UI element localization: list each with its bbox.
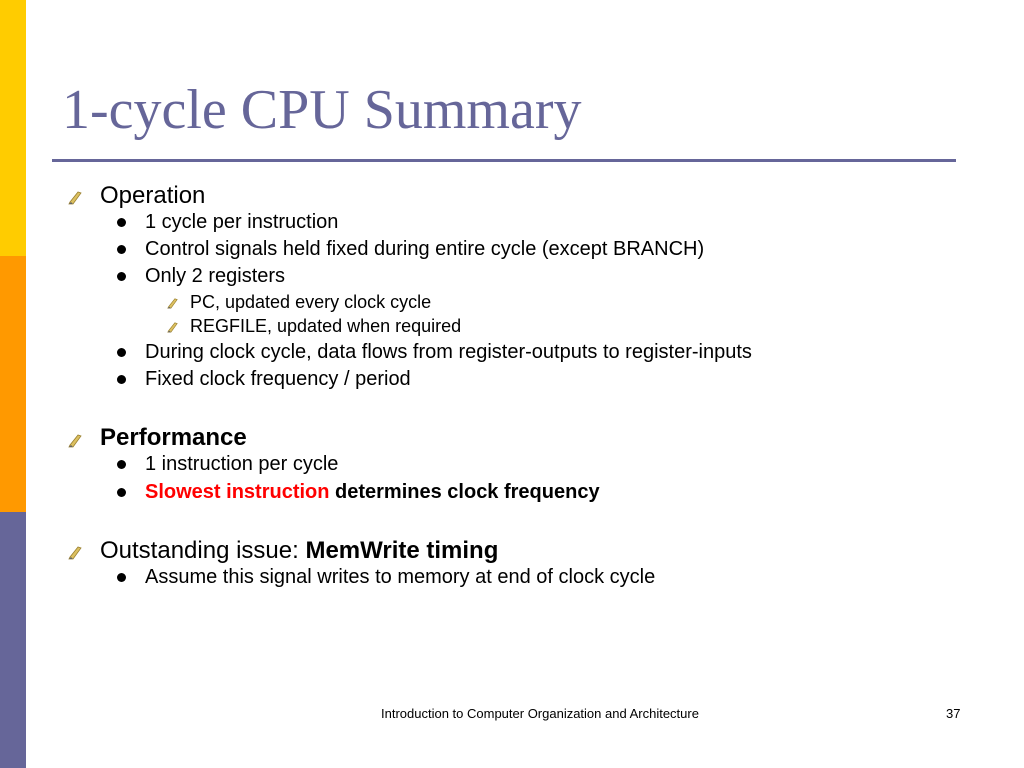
list-item: During clock cycle, data flows from register-outputs to register-inputs bbox=[145, 341, 752, 363]
bullet-dot bbox=[117, 218, 126, 227]
heading-prefix: Outstanding issue: bbox=[100, 537, 306, 564]
section-heading-operation: Operation bbox=[100, 182, 206, 209]
heading-bold: MemWrite timing bbox=[305, 537, 499, 564]
pen-icon bbox=[68, 191, 82, 205]
list-item-rest: determines clock frequency bbox=[329, 481, 600, 503]
pen-icon bbox=[68, 546, 82, 560]
bullet-dot bbox=[117, 460, 126, 469]
bullet-dot bbox=[117, 573, 126, 582]
section-heading-outstanding bbox=[100, 537, 498, 565]
list-item: 1 cycle per instruction bbox=[145, 211, 339, 233]
page-number: 37 bbox=[946, 706, 961, 721]
highlight-text: Slowest instruction bbox=[145, 481, 330, 503]
bullet-dot bbox=[117, 245, 126, 254]
accent-bar-purple bbox=[0, 512, 26, 768]
list-item: PC, updated every clock cycle bbox=[190, 292, 432, 312]
list-item: Only 2 registers bbox=[145, 265, 286, 287]
footer-text: Introduction to Computer Organization and Architecture bbox=[381, 706, 699, 721]
pen-icon bbox=[68, 434, 82, 448]
list-item bbox=[145, 481, 600, 504]
slide-title: 1-cycle CPU Summary bbox=[62, 79, 582, 141]
bullet-dot bbox=[117, 375, 126, 384]
list-item: Assume this signal writes to memory at end of clock cycle bbox=[145, 566, 656, 588]
bullet-dot bbox=[117, 348, 126, 357]
list-item: Control signals held fixed during entire cycle (except BRANCH) bbox=[145, 238, 705, 260]
pen-icon bbox=[167, 322, 178, 333]
list-item: Fixed clock frequency / period bbox=[145, 368, 411, 390]
section-heading-performance: Performance bbox=[100, 424, 247, 451]
list-item: 1 instruction per cycle bbox=[145, 453, 339, 475]
accent-bar-yellow bbox=[0, 0, 26, 256]
title-divider bbox=[52, 159, 956, 162]
bullet-dot bbox=[117, 272, 126, 281]
accent-bar-orange bbox=[0, 256, 26, 512]
list-item: REGFILE, updated when required bbox=[190, 316, 462, 336]
bullet-dot bbox=[117, 488, 126, 497]
pen-icon bbox=[167, 298, 178, 309]
